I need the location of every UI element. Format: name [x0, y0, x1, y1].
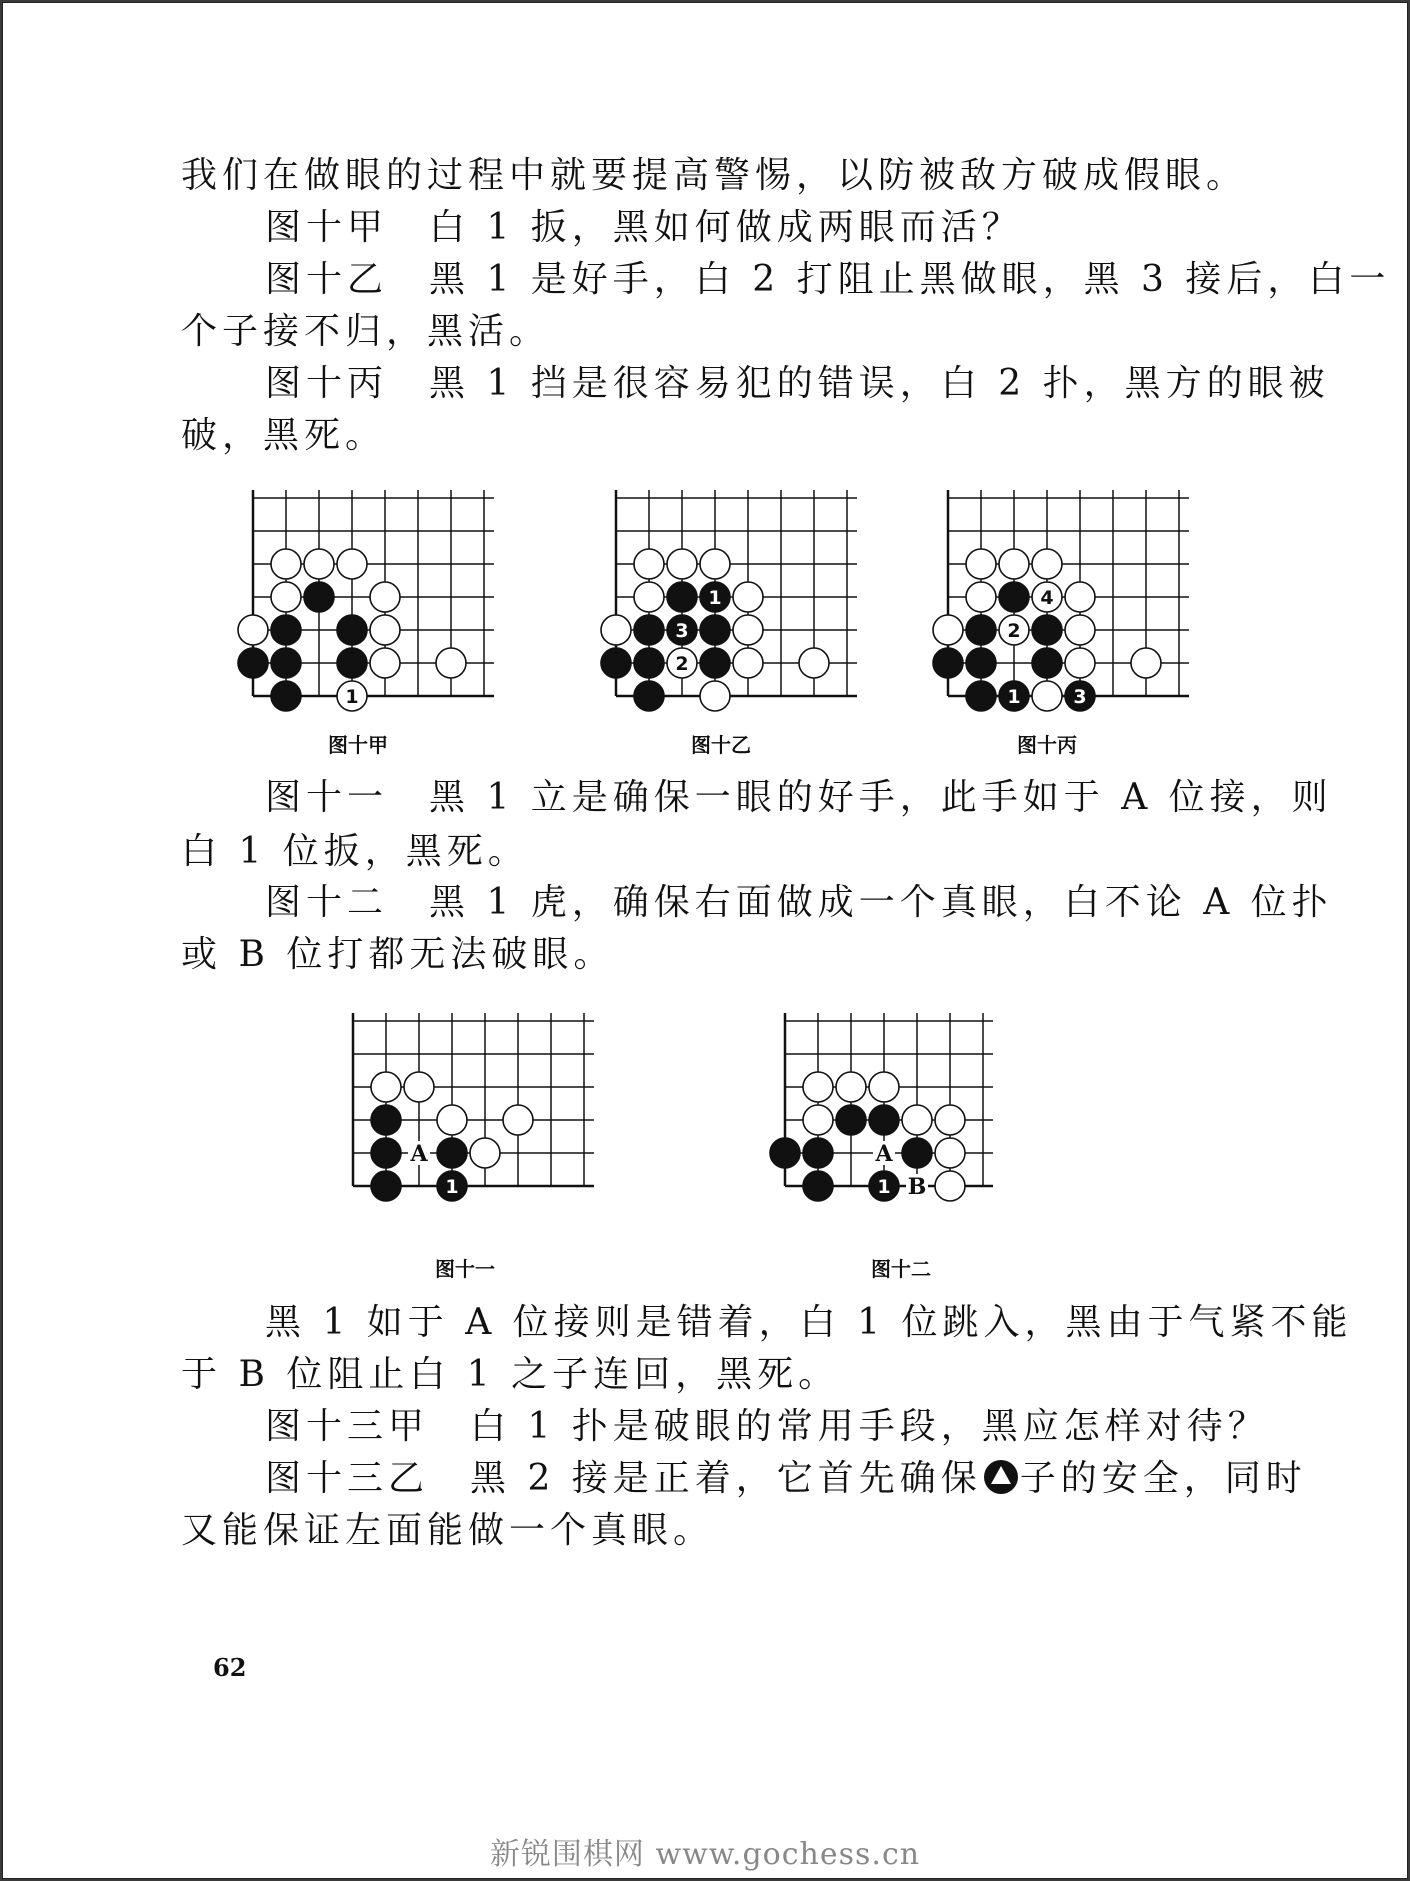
white-stone	[700, 681, 730, 711]
paragraph: 我们在做眼的过程中就要提高警惕，以防被敌方破成假眼。	[181, 155, 1248, 196]
diagram-caption: 图十丙	[1017, 733, 1077, 757]
white-stone	[601, 615, 631, 645]
white-stone	[1032, 681, 1062, 711]
black-stone	[803, 1171, 833, 1201]
white-stone	[1065, 582, 1095, 612]
black-stone	[700, 648, 730, 678]
paragraph: 破，黑死。	[181, 415, 387, 456]
paragraph-fig13a: 图十三甲 白 1 扑是破眼的常用手段，黑应怎样对待？	[265, 1406, 1269, 1447]
paragraph-text: 子的安全，同时	[1019, 1458, 1307, 1499]
white-stone	[935, 1105, 965, 1135]
stone-move-number: 1	[1007, 686, 1021, 708]
white-stone	[470, 1138, 500, 1168]
black-stone	[634, 681, 664, 711]
black-stone	[869, 1105, 899, 1135]
black-stone	[437, 1138, 467, 1168]
black-stone	[371, 1105, 401, 1135]
white-stone	[503, 1105, 533, 1135]
go-diagram	[765, 1011, 927, 1200]
go-diagram	[233, 488, 359, 708]
white-stone	[271, 549, 301, 579]
black-stone	[700, 615, 730, 645]
white-stone	[803, 1105, 833, 1135]
go-diagram	[596, 488, 722, 675]
white-stone	[667, 549, 697, 579]
diagram-caption: 图十乙	[691, 733, 751, 757]
white-stone	[634, 549, 664, 579]
black-stone	[902, 1138, 932, 1168]
stone-move-number: 1	[877, 1176, 891, 1198]
paragraph: 黑 1 如于 A 位接则是错着，白 1 位跳入，黑由于气紧不能	[265, 1302, 1353, 1343]
white-stone	[799, 648, 829, 678]
white-stone	[999, 549, 1029, 579]
paragraph-fig13b	[265, 1459, 1307, 1499]
paragraph: 白 1 位扳，黑死。	[181, 831, 529, 872]
white-stone	[933, 615, 963, 645]
white-stone	[869, 1072, 899, 1102]
position-letter: B	[907, 1174, 927, 1200]
white-stone	[700, 549, 730, 579]
stone-move-number: 3	[1073, 686, 1087, 708]
black-stone	[271, 615, 301, 645]
white-stone	[935, 1138, 965, 1168]
white-stone	[836, 1072, 866, 1102]
paragraph-fig10a: 图十甲 白 1 扳，黑如何做成两眼而活？	[265, 207, 1023, 248]
white-stone	[733, 615, 763, 645]
white-stone	[1065, 648, 1095, 678]
white-stone	[634, 582, 664, 612]
paragraph-fig12: 图十二 黑 1 虎，确保右面做成一个真眼，白不论 A 位扑	[265, 882, 1333, 923]
diagram-caption: 图十一	[435, 1257, 495, 1281]
paragraph: 或 B 位打都无法破眼。	[181, 934, 615, 975]
black-stone	[836, 1105, 866, 1135]
paragraph: 于 B 位阻止白 1 之子连回，黑死。	[181, 1354, 840, 1395]
white-stone	[370, 648, 400, 678]
black-stone	[770, 1138, 800, 1168]
black-stone	[634, 615, 664, 645]
black-stone	[667, 582, 697, 612]
stone-move-number: 1	[445, 1176, 459, 1198]
black-triangle-stone-icon	[984, 1460, 1018, 1494]
black-stone	[271, 648, 301, 678]
black-stone	[803, 1138, 833, 1168]
book-page	[2, 2, 1408, 1879]
white-stone	[404, 1072, 434, 1102]
white-stone	[1032, 549, 1062, 579]
white-stone	[238, 615, 268, 645]
diagram-caption: 图十二	[871, 1257, 931, 1281]
black-stone	[238, 648, 268, 678]
black-stone	[337, 648, 367, 678]
white-stone	[371, 1072, 401, 1102]
paragraph-fig10c: 图十丙 黑 1 挡是很容易犯的错误，白 2 扑，黑方的眼被	[265, 363, 1330, 404]
white-stone	[966, 582, 996, 612]
diagram-caption: 图十甲	[328, 733, 388, 757]
white-stone	[803, 1072, 833, 1102]
black-stone	[337, 615, 367, 645]
black-stone	[966, 681, 996, 711]
position-letter: A	[875, 1141, 893, 1167]
stone-move-number: 1	[708, 587, 722, 609]
black-stone	[1032, 615, 1062, 645]
white-stone	[271, 582, 301, 612]
stone-move-number: 3	[675, 620, 689, 642]
white-stone	[1131, 648, 1161, 678]
page-number: 62	[213, 1653, 247, 1682]
paragraph-fig11: 图十一 黑 1 立是确保一眼的好手，此手如于 A 位接，则	[265, 777, 1333, 818]
white-stone	[733, 582, 763, 612]
stone-move-number: 4	[1040, 587, 1054, 609]
paragraph-fig10b: 图十乙 黑 1 是好手，白 2 打阻止黑做眼，黑 3 接后，白一	[265, 259, 1391, 300]
white-stone	[902, 1105, 932, 1135]
white-stone	[370, 582, 400, 612]
go-diagram	[333, 1011, 459, 1198]
stone-move-number: 2	[1007, 620, 1021, 642]
white-stone	[436, 648, 466, 678]
white-stone	[935, 1171, 965, 1201]
black-stone	[966, 648, 996, 678]
black-stone	[966, 615, 996, 645]
black-stone	[933, 648, 963, 678]
black-stone	[601, 648, 631, 678]
black-stone	[271, 681, 301, 711]
white-stone	[337, 549, 367, 579]
position-letter: A	[410, 1141, 428, 1167]
black-stone	[304, 582, 334, 612]
black-stone	[371, 1138, 401, 1168]
black-stone	[999, 582, 1029, 612]
white-stone	[966, 549, 996, 579]
white-stone	[437, 1105, 467, 1135]
white-stone	[1065, 615, 1095, 645]
white-stone	[304, 549, 334, 579]
stone-move-number: 2	[675, 653, 689, 675]
stone-move-number: 1	[345, 686, 359, 708]
white-stone	[733, 648, 763, 678]
paragraph: 又能保证左面能做一个真眼。	[181, 1510, 715, 1551]
paragraph-text: 图十三乙 黑 2 接是正着，它首先确保	[265, 1458, 982, 1499]
white-stone	[370, 615, 400, 645]
black-stone	[634, 648, 664, 678]
black-stone	[1032, 648, 1062, 678]
paragraph: 个子接不归，黑活。	[181, 311, 551, 352]
go-diagram	[928, 488, 1087, 708]
black-stone	[371, 1171, 401, 1201]
watermark-footer: 新锐围棋网 www.gochess.cn	[489, 1837, 921, 1872]
